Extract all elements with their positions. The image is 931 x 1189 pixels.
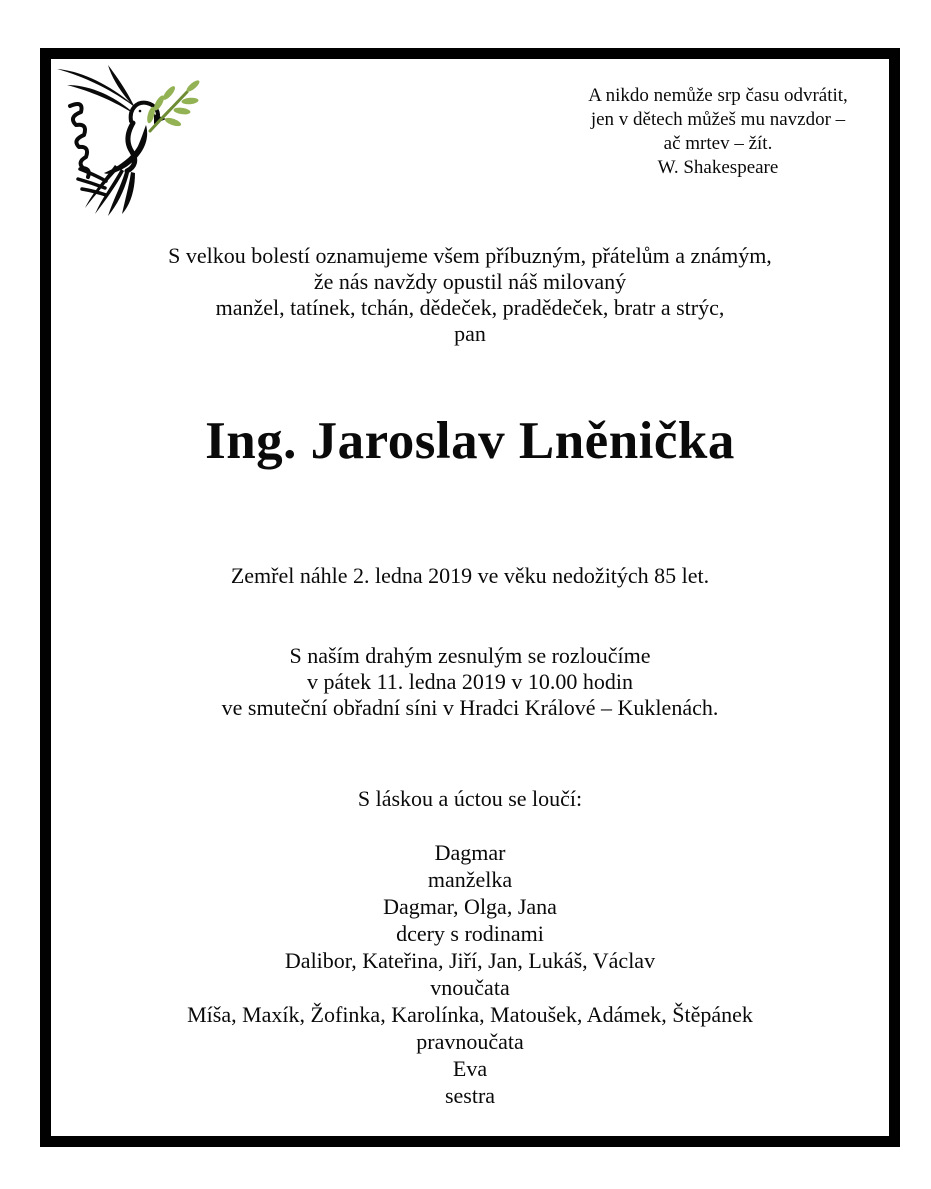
- death-notice-line: Zemřel náhle 2. ledna 2019 ve věku nedožitých 85 let.: [230, 563, 710, 588]
- quote-line: A nikdo nemůže srp času odvrátit,: [588, 85, 848, 106]
- mourner-names: Dalibor, Kateřina, Jiří, Jan, Lukáš, Václav: [284, 948, 656, 973]
- epigraph-quote: [538, 84, 898, 180]
- quote-attribution: W. Shakespeare: [657, 157, 779, 178]
- farewell-line: S naším drahým zesnulým se rozloučíme: [289, 643, 651, 668]
- mourner-names: Dagmar, Olga, Jana: [383, 894, 557, 919]
- mourner-names: Eva: [452, 1056, 488, 1081]
- mourner-relation: pravnoučata: [416, 1029, 524, 1054]
- deceased-name: Ing. Jaroslav Lněnička: [205, 412, 735, 470]
- mourners-list: [51, 839, 889, 1109]
- dove-illustration: [51, 59, 217, 229]
- dove-with-olive-branch-icon: [51, 59, 217, 229]
- announcement-line: pan: [454, 321, 486, 346]
- farewell-line: ve smuteční obřadní síni v Hradci Králové – Kuklenách.: [221, 695, 719, 720]
- closing-line: S láskou a úctou se loučí:: [357, 786, 583, 811]
- mourner-relation: vnoučata: [430, 975, 510, 1000]
- announcement-text: [51, 243, 889, 347]
- farewell-line: v pátek 11. ledna 2019 v 10.00 hodin: [306, 669, 634, 694]
- quote-line: jen v dětech můžeš mu navzdor –: [590, 109, 846, 130]
- mourner-names: Dagmar: [434, 840, 506, 865]
- announcement-line: že nás navždy opustil náš milovaný: [313, 269, 627, 294]
- announcement-line: S velkou bolestí oznamujeme všem příbuzným, přátelům a známým,: [168, 243, 772, 268]
- mourner-relation: manželka: [427, 867, 513, 892]
- border-frame: [40, 48, 900, 1147]
- farewell-details: [51, 643, 889, 721]
- mourner-relation: sestra: [444, 1083, 496, 1108]
- quote-line: ač mrtev – žít.: [663, 133, 773, 154]
- mourner-names: Míša, Maxík, Žofinka, Karolínka, Matoušek, Adámek, Štěpánek: [187, 1002, 753, 1027]
- announcement-line: manžel, tatínek, tchán, dědeček, pradědeček, bratr a strýc,: [215, 295, 725, 320]
- mourner-relation: dcery s rodinami: [396, 921, 544, 946]
